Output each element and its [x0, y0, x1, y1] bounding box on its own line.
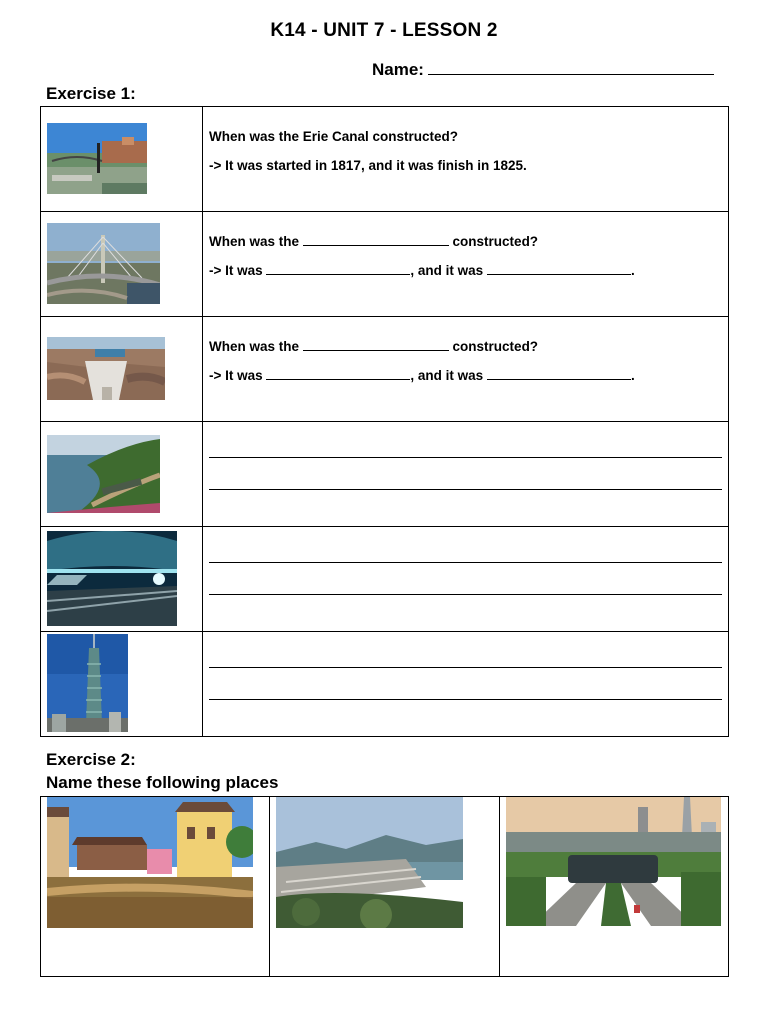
answer-line[interactable] — [209, 594, 722, 595]
hydropower-dam-photo — [276, 797, 463, 928]
text-cell — [203, 317, 729, 422]
exercise-2-heading: Exercise 2: — [46, 750, 136, 769]
answer-text — [209, 263, 728, 278]
name-label: Name: — [372, 60, 424, 79]
rail-tunnel-photo — [47, 531, 177, 626]
dam-photo — [47, 337, 165, 400]
answer-text: -> It was started in 1817, and it was finish in 1825. — [209, 158, 527, 173]
question-suffix: constructed? — [452, 339, 539, 354]
table-row — [41, 632, 729, 737]
answer-line[interactable] — [209, 489, 722, 490]
answer-line[interactable] — [209, 699, 722, 700]
answer-line[interactable] — [209, 457, 722, 458]
name-field — [372, 60, 714, 80]
skyscraper-tower-photo — [47, 634, 128, 732]
exercise-1-table — [40, 106, 729, 737]
city-road-tunnel-photo — [506, 797, 721, 926]
question-prefix: When was the — [209, 234, 300, 249]
answer-end: . — [630, 263, 635, 278]
question-blank[interactable] — [303, 235, 449, 246]
erie-canal-photo — [47, 123, 147, 194]
question-text — [209, 234, 728, 249]
question-suffix: constructed? — [452, 234, 539, 249]
answer-blank-end[interactable] — [487, 369, 631, 380]
answer-middle: , and it was — [410, 263, 484, 278]
cable-stayed-bridge-photo — [47, 223, 160, 304]
exercise-2-instruction: Name these following places — [46, 773, 279, 792]
question-text — [209, 339, 728, 354]
answer-prefix: -> It was — [209, 263, 263, 278]
coastal-railway-photo — [47, 435, 160, 513]
answer-prefix: -> It was — [209, 368, 263, 383]
text-cell — [203, 212, 729, 317]
question-prefix: When was the — [209, 339, 300, 354]
name-blank[interactable] — [428, 60, 714, 75]
question-text: When was the Erie Canal constructed? — [209, 129, 459, 144]
answer-end: . — [630, 368, 635, 383]
text-cell — [203, 527, 729, 632]
answer-text — [209, 368, 728, 383]
answer-blank-start[interactable] — [266, 369, 410, 380]
answer-blank-end[interactable] — [487, 264, 631, 275]
text-cell — [203, 107, 729, 212]
ancient-town-bridge-photo — [47, 797, 253, 928]
text-cell — [203, 632, 729, 737]
answer-blank-start[interactable] — [266, 264, 410, 275]
answer-middle: , and it was — [410, 368, 484, 383]
text-cell — [203, 422, 729, 527]
answer-line[interactable] — [209, 562, 722, 563]
page-title: K14 - UNIT 7 - LESSON 2 — [270, 20, 498, 41]
question-blank[interactable] — [303, 340, 449, 351]
answer-line[interactable] — [209, 667, 722, 668]
exercise-1-heading: Exercise 1: — [46, 84, 136, 103]
